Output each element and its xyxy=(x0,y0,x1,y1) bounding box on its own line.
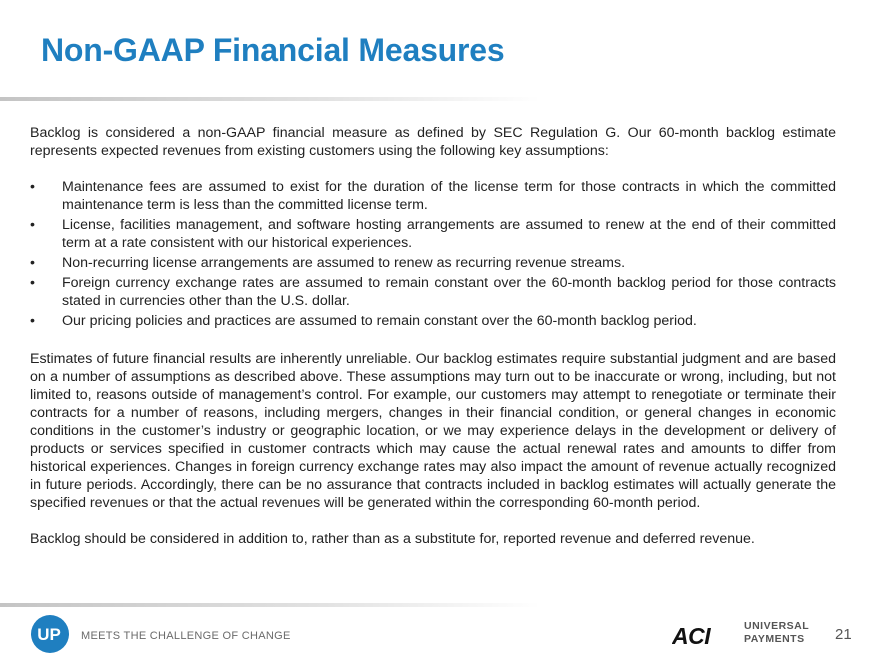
aci-wordmark: ACI xyxy=(672,624,711,646)
list-item-text: Our pricing policies and practices are assumed to remain constant over the 60-month backlog period. xyxy=(62,313,697,329)
bullet-marker: • xyxy=(30,313,35,329)
list-item xyxy=(30,178,836,214)
footer-divider xyxy=(0,603,540,607)
list-item-text: License, facilities management, and software hosting arrangements are assumed to renew at the end of their committed term at a rate consistent with our historical experiences. xyxy=(62,217,836,251)
closing-paragraph: Backlog should be considered in addition to, rather than as a substitute for, reported revenue and deferred revenue. xyxy=(30,531,755,547)
bullet-marker: • xyxy=(30,217,35,233)
up-circle-logo-icon xyxy=(30,614,70,654)
bullet-marker: • xyxy=(30,275,35,291)
list-item xyxy=(30,274,836,310)
list-item-text: Maintenance fees are assumed to exist for the duration of the license term for those contracts in which the committed maintenance term is less than the committed license term. xyxy=(62,179,836,213)
list-item xyxy=(30,254,836,272)
brand-line-1: UNIVERSAL xyxy=(744,620,810,632)
list-item-text: Non-recurring license arrangements are assumed to renew as recurring revenue streams. xyxy=(62,255,626,271)
page-number: 21 xyxy=(835,626,852,643)
page-title: Non-GAAP Financial Measures xyxy=(41,32,505,68)
title-divider xyxy=(0,97,540,101)
footer-tagline: MEETS THE CHALLENGE OF CHANGE xyxy=(81,630,291,642)
aci-logo-icon xyxy=(672,624,734,646)
list-item-text: Foreign currency exchange rates are assumed to remain constant over the 60-month backlog period for those contracts stated in currencies other than the U.S. dollar. xyxy=(62,275,836,309)
logo-letters: UP xyxy=(37,625,61,644)
brand-line-2: PAYMENTS xyxy=(744,633,805,645)
estimates-paragraph: Estimates of future financial results are inherently unreliable. Our backlog estimates require substantial judgment and are based on a number of assumptions as described above. These assumptions may turn out to be inaccurate or wrong, including, but not limited to, reasons outside of management’s control. For example, our customers may attempt to renegotiate or terminate their contracts for a number of reasons, including mergers, changes in their financial condition, or general changes in economic conditions in the customer’s industry or geographic location, or we may experience delays in the development or delivery of products or services specified in customer contracts which may cause the actual renewal rates and amounts to differ from historical experiences. Changes in foreign currency exchange rates may also impact the amount of revenue actually recognized in future periods. Accordingly, there can be no assurance that contracts included in backlog estimates will actually generate the specified revenues or that the actual revenues will be generated within the corresponding 60-month period. xyxy=(30,351,836,511)
intro-paragraph: Backlog is considered a non-GAAP financial measure as defined by SEC Regulation G. Our 60-month backlog estimate represents expected revenues from existing customers using the following key assumptions: xyxy=(30,125,836,159)
assumptions-list xyxy=(30,178,836,330)
brand-name xyxy=(744,620,809,646)
bullet-marker: • xyxy=(30,255,35,271)
list-item xyxy=(30,216,836,252)
slide-body xyxy=(30,124,836,548)
bullet-marker: • xyxy=(30,179,35,195)
list-item xyxy=(30,312,836,330)
